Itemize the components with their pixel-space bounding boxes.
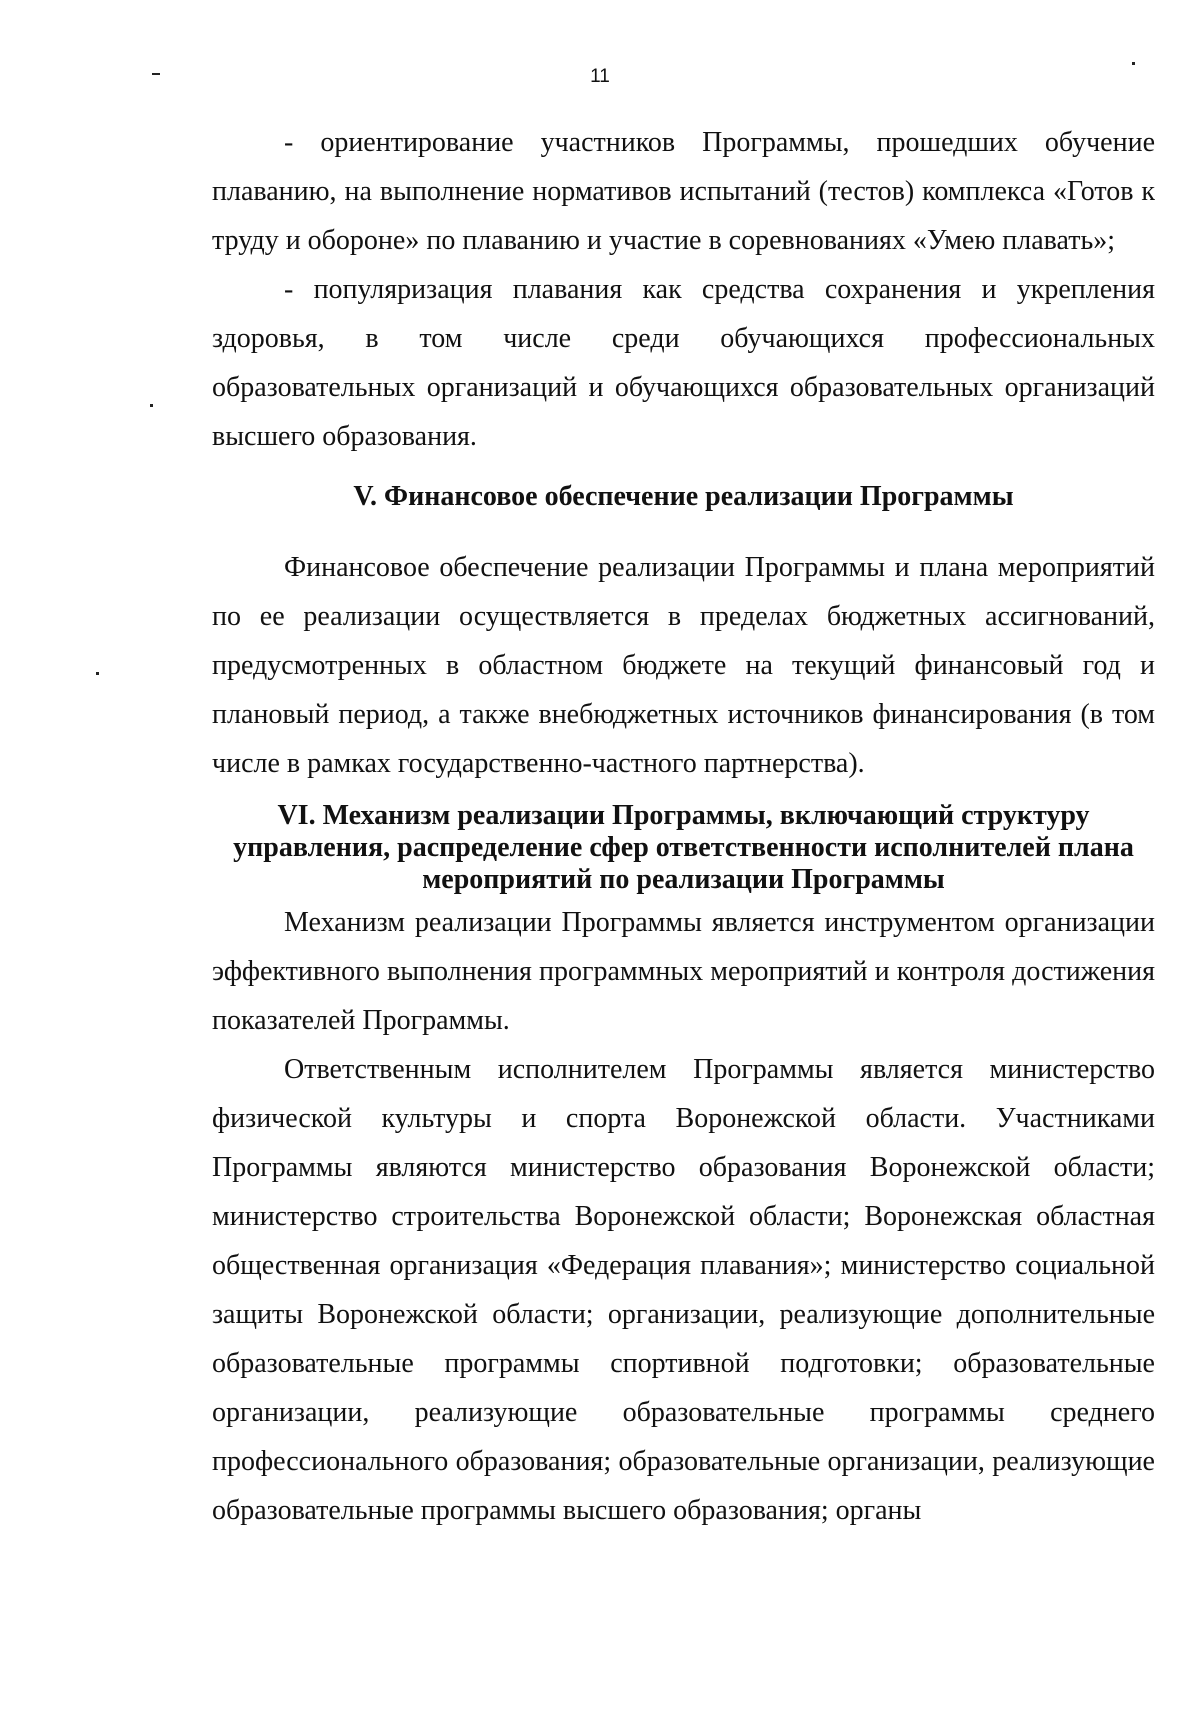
- body-paragraph: Механизм реализации Программы является инструментом организации эффективного выполнения программных мероприятий и контроля достижения показателей Программы.: [212, 907, 1155, 1036]
- bullet-paragraph: - ориентирование участников Программы, прошедших обучение плаванию, на выполнение нормативов испытаний (тестов) комплекса «Готов к труду и обороне» по плаванию и участие в соревнованиях «Умею плавать»;: [212, 127, 1155, 256]
- scan-mark: [150, 404, 153, 407]
- bullet-paragraph: - популяризация плавания как средства сохранения и укрепления здоровья, в том числе среди обучающихся профессиональных образовательных организаций и обучающихся образовательных организаций высшего образования.: [212, 274, 1155, 452]
- body-paragraph: Финансовое обеспечение реализации Программы и плана мероприятий по ее реализации осуществляется в пределах бюджетных ассигнований, предусмотренных в областном бюджете на текущий финансовый год и плановый период, а также внебюджетных источников финансирования (в том числе в рамках государственно-частного партнерства).: [212, 552, 1155, 779]
- page-number: 11: [590, 66, 610, 87]
- body-paragraph: Ответственным исполнителем Программы является министерство физической культуры и спорта Воронежской области. Участниками Программы являются министерство образования Воронежской области; министерство строительства Воронежской области; Воронежская областная общественная организация «Федерация плавания»; министерство социальной защиты Воронежской области; организации, реализующие дополнительные образовательные программы спортивной подготовки; образовательные организации, реализующие образовательные программы среднего профессионального образования; образовательные организации, реализующие образовательные программы высшего образования; органы: [212, 1054, 1155, 1526]
- document-body: [212, 118, 1155, 1535]
- section-heading: VI. Механизм реализации Программы, включающий структуру управления, распределение сфер ответственности исполнителей плана мероприятий по реализации Программы: [233, 800, 1134, 895]
- scan-mark: [96, 672, 99, 675]
- section-heading: V. Финансовое обеспечение реализации Программы: [353, 481, 1014, 512]
- scan-mark: [1132, 62, 1135, 65]
